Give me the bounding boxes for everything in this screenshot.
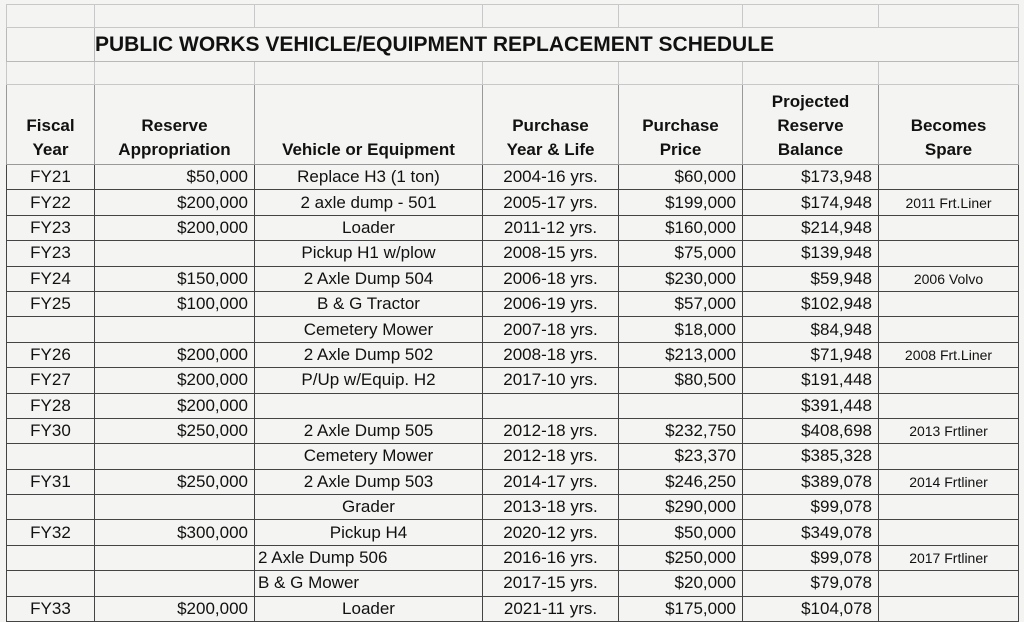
balance-cell[interactable]: $79,078 (743, 571, 879, 596)
reserve-cell[interactable]: $150,000 (95, 266, 255, 291)
fiscal-year-cell[interactable]: FY27 (7, 368, 95, 393)
balance-cell[interactable]: $102,948 (743, 291, 879, 316)
data-rows (7, 165, 1019, 622)
vehicle-cell[interactable]: Loader (255, 215, 483, 240)
reserve-cell[interactable]: $50,000 (95, 165, 255, 190)
purchase-price-cell[interactable]: $57,000 (619, 291, 743, 316)
purchase-price-cell[interactable]: $18,000 (619, 317, 743, 342)
purchase-price-cell[interactable]: $60,000 (619, 165, 743, 190)
purchase-year-cell[interactable]: 2013-18 yrs. (483, 495, 619, 520)
reserve-cell[interactable]: $100,000 (95, 291, 255, 316)
fiscal-year-cell[interactable] (7, 444, 95, 469)
reserve-cell[interactable]: $200,000 (95, 215, 255, 240)
table-row (7, 444, 1019, 469)
header-purchase-year: Purchase Year & Life (483, 85, 619, 165)
vehicle-cell[interactable]: 2 Axle Dump 502 (255, 342, 483, 367)
header-fiscal-year: Fiscal Year (7, 85, 95, 165)
vehicle-cell[interactable]: Cemetery Mower (255, 317, 483, 342)
fiscal-year-cell[interactable]: FY31 (7, 469, 95, 494)
table-row (7, 241, 1019, 266)
reserve-cell[interactable] (95, 495, 255, 520)
purchase-price-cell[interactable]: $232,750 (619, 418, 743, 443)
vehicle-cell[interactable]: Pickup H1 w/plow (255, 241, 483, 266)
fiscal-year-cell[interactable]: FY28 (7, 393, 95, 418)
purchase-price-cell[interactable] (619, 393, 743, 418)
purchase-year-cell[interactable]: 2014-17 yrs. (483, 469, 619, 494)
balance-cell[interactable]: $385,328 (743, 444, 879, 469)
fiscal-year-cell[interactable] (7, 495, 95, 520)
balance-cell[interactable]: $214,948 (743, 215, 879, 240)
purchase-price-cell[interactable]: $20,000 (619, 571, 743, 596)
table-row (7, 342, 1019, 367)
spare-cell[interactable]: 2013 Frtliner (879, 418, 1019, 443)
spare-cell[interactable] (879, 495, 1019, 520)
reserve-cell[interactable]: $300,000 (95, 520, 255, 545)
fiscal-year-cell[interactable]: FY25 (7, 291, 95, 316)
spare-cell[interactable] (879, 520, 1019, 545)
vehicle-cell[interactable]: 2 Axle Dump 504 (255, 266, 483, 291)
purchase-price-cell[interactable]: $230,000 (619, 266, 743, 291)
reserve-cell[interactable]: $200,000 (95, 190, 255, 215)
purchase-year-cell[interactable]: 2016-16 yrs. (483, 545, 619, 570)
balance-cell[interactable]: $391,448 (743, 393, 879, 418)
fiscal-year-cell[interactable]: FY23 (7, 241, 95, 266)
spare-cell[interactable] (879, 215, 1019, 240)
reserve-cell[interactable]: $250,000 (95, 469, 255, 494)
purchase-year-cell[interactable]: 2008-18 yrs. (483, 342, 619, 367)
purchase-year-cell[interactable] (483, 393, 619, 418)
empty-spacer-row (7, 62, 1019, 85)
table-row (7, 495, 1019, 520)
purchase-price-cell[interactable]: $250,000 (619, 545, 743, 570)
balance-cell[interactable]: $173,948 (743, 165, 879, 190)
table-row (7, 317, 1019, 342)
vehicle-cell[interactable]: 2 Axle Dump 505 (255, 418, 483, 443)
vehicle-cell[interactable]: 2 Axle Dump 506 (255, 545, 483, 570)
balance-cell[interactable]: $191,448 (743, 368, 879, 393)
balance-cell[interactable]: $139,948 (743, 241, 879, 266)
table-row (7, 190, 1019, 215)
balance-cell[interactable]: $104,078 (743, 596, 879, 621)
title-row (7, 28, 1019, 62)
balance-cell[interactable]: $84,948 (743, 317, 879, 342)
spare-cell[interactable] (879, 444, 1019, 469)
fiscal-year-cell[interactable]: FY33 (7, 596, 95, 621)
purchase-year-cell[interactable]: 2021-11 yrs. (483, 596, 619, 621)
fiscal-year-cell[interactable]: FY26 (7, 342, 95, 367)
header-purchase-price: Purchase Price (619, 85, 743, 165)
balance-cell[interactable]: $99,078 (743, 545, 879, 570)
purchase-year-cell[interactable]: 2006-19 yrs. (483, 291, 619, 316)
purchase-year-cell[interactable]: 2017-15 yrs. (483, 571, 619, 596)
vehicle-cell[interactable]: Replace H3 (1 ton) (255, 165, 483, 190)
purchase-price-cell[interactable]: $80,500 (619, 368, 743, 393)
spare-cell[interactable]: 2011 Frt.Liner (879, 190, 1019, 215)
purchase-year-cell[interactable]: 2011-12 yrs. (483, 215, 619, 240)
purchase-price-cell[interactable]: $75,000 (619, 241, 743, 266)
fiscal-year-cell[interactable] (7, 545, 95, 570)
fiscal-year-cell[interactable]: FY32 (7, 520, 95, 545)
spare-cell[interactable] (879, 393, 1019, 418)
purchase-year-cell[interactable]: 2007-18 yrs. (483, 317, 619, 342)
table-row (7, 545, 1019, 570)
vehicle-cell[interactable]: Grader (255, 495, 483, 520)
vehicle-cell[interactable] (255, 393, 483, 418)
vehicle-cell[interactable]: Cemetery Mower (255, 444, 483, 469)
purchase-year-cell[interactable]: 2006-18 yrs. (483, 266, 619, 291)
purchase-price-cell[interactable]: $199,000 (619, 190, 743, 215)
reserve-cell[interactable]: $200,000 (95, 368, 255, 393)
purchase-price-cell[interactable]: $160,000 (619, 215, 743, 240)
table-row (7, 393, 1019, 418)
balance-cell[interactable]: $174,948 (743, 190, 879, 215)
table-row (7, 266, 1019, 291)
page-title: PUBLIC WORKS VEHICLE/EQUIPMENT REPLACEMENT SCHEDULE (95, 28, 1019, 62)
vehicle-cell[interactable]: B & G Tractor (255, 291, 483, 316)
purchase-year-cell[interactable]: 2012-18 yrs. (483, 444, 619, 469)
table-row (7, 165, 1019, 190)
vehicle-cell[interactable]: Loader (255, 596, 483, 621)
vehicle-cell[interactable]: 2 axle dump - 501 (255, 190, 483, 215)
reserve-cell[interactable]: $250,000 (95, 418, 255, 443)
reserve-cell[interactable] (95, 545, 255, 570)
reserve-cell[interactable]: $200,000 (95, 342, 255, 367)
table-row (7, 291, 1019, 316)
purchase-price-cell[interactable]: $50,000 (619, 520, 743, 545)
vehicle-cell[interactable]: P/Up w/Equip. H2 (255, 368, 483, 393)
table-row (7, 469, 1019, 494)
header-becomes-spare: Becomes Spare (879, 85, 1019, 165)
spare-cell[interactable]: 2017 Frtliner (879, 545, 1019, 570)
purchase-year-cell[interactable]: 2005-17 yrs. (483, 190, 619, 215)
spare-cell[interactable] (879, 165, 1019, 190)
table-row (7, 368, 1019, 393)
fiscal-year-cell[interactable]: FY24 (7, 266, 95, 291)
balance-cell[interactable]: $408,698 (743, 418, 879, 443)
spare-cell[interactable] (879, 368, 1019, 393)
fiscal-year-cell[interactable]: FY21 (7, 165, 95, 190)
reserve-cell[interactable] (95, 444, 255, 469)
reserve-cell[interactable] (95, 241, 255, 266)
spare-cell[interactable] (879, 291, 1019, 316)
spare-cell[interactable] (879, 241, 1019, 266)
fiscal-year-cell[interactable]: FY23 (7, 215, 95, 240)
balance-cell[interactable]: $389,078 (743, 469, 879, 494)
vehicle-cell[interactable]: 2 Axle Dump 503 (255, 469, 483, 494)
reserve-cell[interactable]: $200,000 (95, 596, 255, 621)
fiscal-year-cell[interactable]: FY30 (7, 418, 95, 443)
column-header-row (7, 85, 1019, 165)
purchase-year-cell[interactable]: 2004-16 yrs. (483, 165, 619, 190)
balance-cell[interactable]: $59,948 (743, 266, 879, 291)
header-projected-balance: Projected Reserve Balance (743, 85, 879, 165)
balance-cell[interactable]: $349,078 (743, 520, 879, 545)
balance-cell[interactable]: $71,948 (743, 342, 879, 367)
purchase-price-cell[interactable]: $175,000 (619, 596, 743, 621)
purchase-price-cell[interactable]: $213,000 (619, 342, 743, 367)
purchase-year-cell[interactable]: 2008-15 yrs. (483, 241, 619, 266)
table-row (7, 571, 1019, 596)
table-row (7, 215, 1019, 240)
header-vehicle: Vehicle or Equipment (255, 85, 483, 165)
fiscal-year-cell[interactable] (7, 571, 95, 596)
reserve-cell[interactable]: $200,000 (95, 393, 255, 418)
fiscal-year-cell[interactable] (7, 317, 95, 342)
purchase-year-cell[interactable]: 2012-18 yrs. (483, 418, 619, 443)
reserve-cell[interactable] (95, 571, 255, 596)
vehicle-cell[interactable]: B & G Mower (255, 571, 483, 596)
purchase-price-cell[interactable]: $246,250 (619, 469, 743, 494)
fiscal-year-cell[interactable]: FY22 (7, 190, 95, 215)
purchase-year-cell[interactable]: 2017-10 yrs. (483, 368, 619, 393)
spare-cell[interactable] (879, 571, 1019, 596)
vehicle-cell[interactable]: Pickup H4 (255, 520, 483, 545)
purchase-price-cell[interactable]: $290,000 (619, 495, 743, 520)
table-row (7, 418, 1019, 443)
schedule-table (6, 4, 1019, 622)
balance-cell[interactable]: $99,078 (743, 495, 879, 520)
spare-cell[interactable]: 2014 Frtliner (879, 469, 1019, 494)
empty-top-row (7, 5, 1019, 28)
spare-cell[interactable] (879, 317, 1019, 342)
header-reserve-appropriation: Reserve Appropriation (95, 85, 255, 165)
purchase-price-cell[interactable]: $23,370 (619, 444, 743, 469)
spare-cell[interactable]: 2006 Volvo (879, 266, 1019, 291)
purchase-year-cell[interactable]: 2020-12 yrs. (483, 520, 619, 545)
spare-cell[interactable]: 2008 Frt.Liner (879, 342, 1019, 367)
table-row (7, 520, 1019, 545)
reserve-cell[interactable] (95, 317, 255, 342)
